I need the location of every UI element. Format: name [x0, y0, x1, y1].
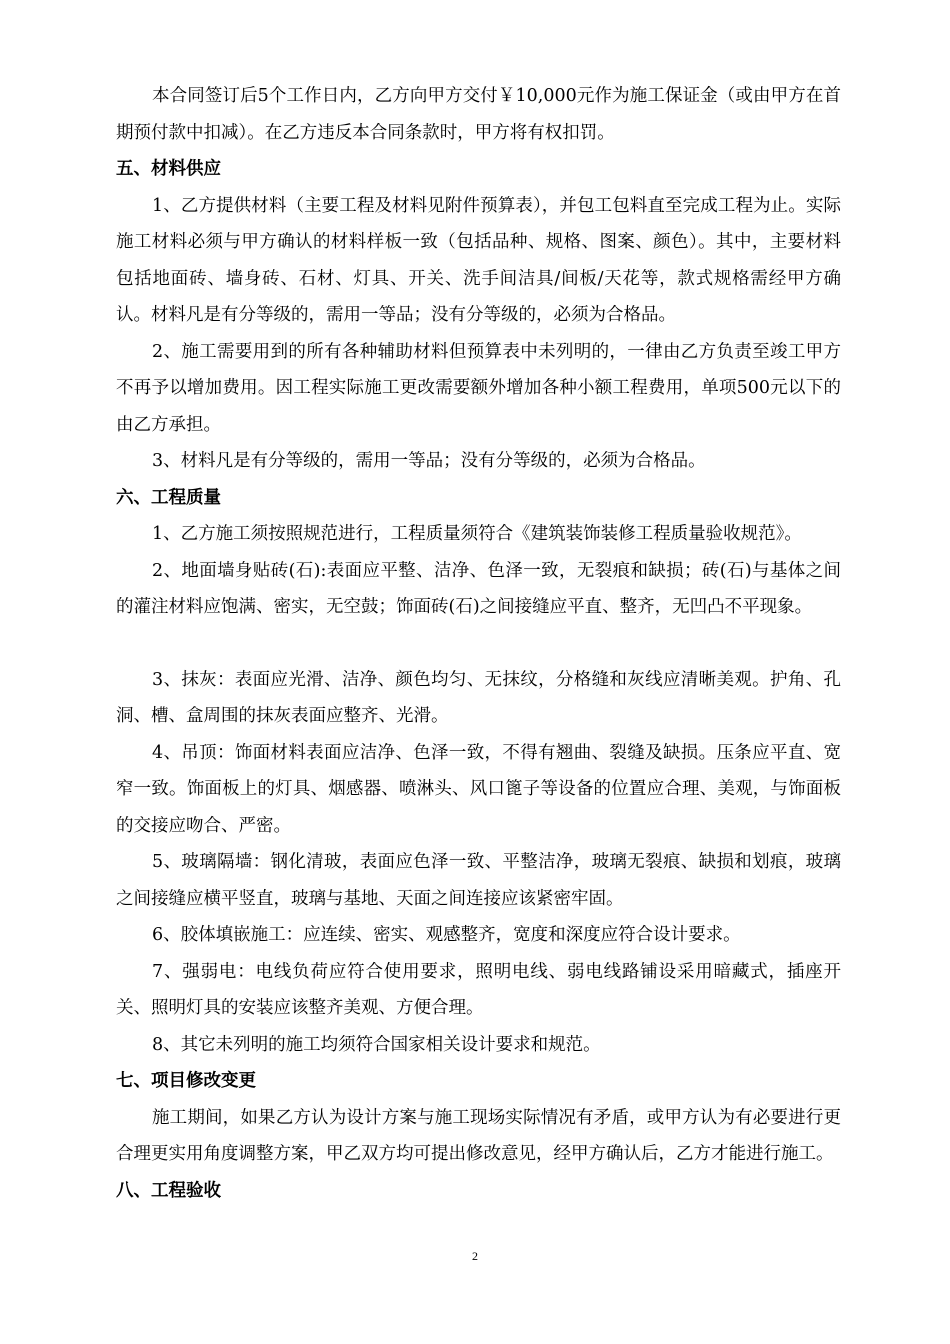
paragraph-quality-8: 8、其它未列明的施工均须符合国家相关设计要求和规范。	[152, 1034, 601, 1055]
paragraph-materials-2: 2、施工需要用到的所有各种辅助材料但预算表中未列明的，一律由乙方负责至竣工甲方不再予以增加费用。因工程实际施工更改需要额外增加各种小额工程费用，单项500元以下的由乙方承担。	[116, 341, 841, 435]
section-heading-materials: 五、材料供应	[116, 159, 221, 179]
paragraph-materials-1: 1、乙方提供材料（主要工程及材料见附件预算表），并包工包料直至完成工程为止。实际施工材料必须与甲方确认的材料样板一致（包括品种、规格、图案、颜色）。其中，主要材料包括地面砖、墙身砖、石材、灯具、开关、洗手间洁具/间板/天花等，款式规格需经甲方确认。材料凡是有分等级的，需用一等品；没有分等级的，必须为合格品。	[116, 195, 841, 325]
paragraph-materials-3: 3、材料凡是有分等级的，需用一等品；没有分等级的，必须为合格品。	[152, 451, 706, 471]
document-body	[116, 78, 841, 1209]
paragraph-changes: 施工期间，如果乙方认为设计方案与施工现场实际情况有矛盾，或甲方认为有必要进行更合理更实用角度调整方案，甲乙双方均可提出修改意见，经甲方确认后，乙方才能进行施工。	[116, 1107, 841, 1164]
paragraph-quality-6: 6、胶体填嵌施工：应连续、密实、观感整齐，宽度和深度应符合设计要求。	[152, 925, 741, 945]
page-number: 2	[472, 1249, 478, 1263]
section-heading-acceptance: 八、工程验收	[116, 1180, 221, 1201]
paragraph-quality-7: 7、强弱电：电线负荷应符合使用要求，照明电线、弱电线路铺设采用暗藏式，插座开关、照明灯具的安装应该整齐美观、方便合理。	[116, 961, 841, 1018]
paragraph-quality-1: 1、乙方施工须按照规范进行，工程质量须符合《建筑装饰装修工程质量验收规范》。	[152, 524, 802, 544]
paragraph-quality-2: 2、地面墙身贴砖(石):表面应平整、洁净、色泽一致，无裂痕和缺损；砖(石)与基体之间的灌注材料应饱满、密实，无空鼓；饰面砖(石)之间接缝应平直、整齐，无凹凸不平现象。	[116, 560, 841, 617]
paragraph-quality-4: 4、吊顶：饰面材料表面应洁净、色泽一致，不得有翘曲、裂缝及缺损。压条应平直、宽窄一致。饰面板上的灯具、烟感器、喷淋头、风口篦子等设备的位置应合理、美观，与饰面板的交接应吻合、严密。	[116, 742, 841, 836]
paragraph-quality-5: 5、玻璃隔墙：钢化清玻，表面应色泽一致、平整洁净，玻璃无裂痕、缺损和划痕，玻璃之间接缝应横平竖直，玻璃与基地、天面之间连接应该紧密牢固。	[116, 852, 841, 909]
section-heading-quality: 六、工程质量	[116, 487, 221, 508]
section-heading-changes: 七、项目修改变更	[116, 1071, 256, 1091]
paragraph-deposit: 本合同签订后5个工作日内，乙方向甲方交付￥10,000元作为施工保证金（或由甲方在首期预付款中扣减）。在乙方违反本合同条款时，甲方将有权扣罚。	[116, 86, 841, 143]
paragraph-quality-3: 3、抹灰：表面应光滑、洁净、颜色均匀、无抹纹，分格缝和灰线应清晰美观。护角、孔洞、槽、盒周围的抹灰表面应整齐、光滑。	[116, 669, 841, 726]
blank-line	[116, 626, 841, 662]
